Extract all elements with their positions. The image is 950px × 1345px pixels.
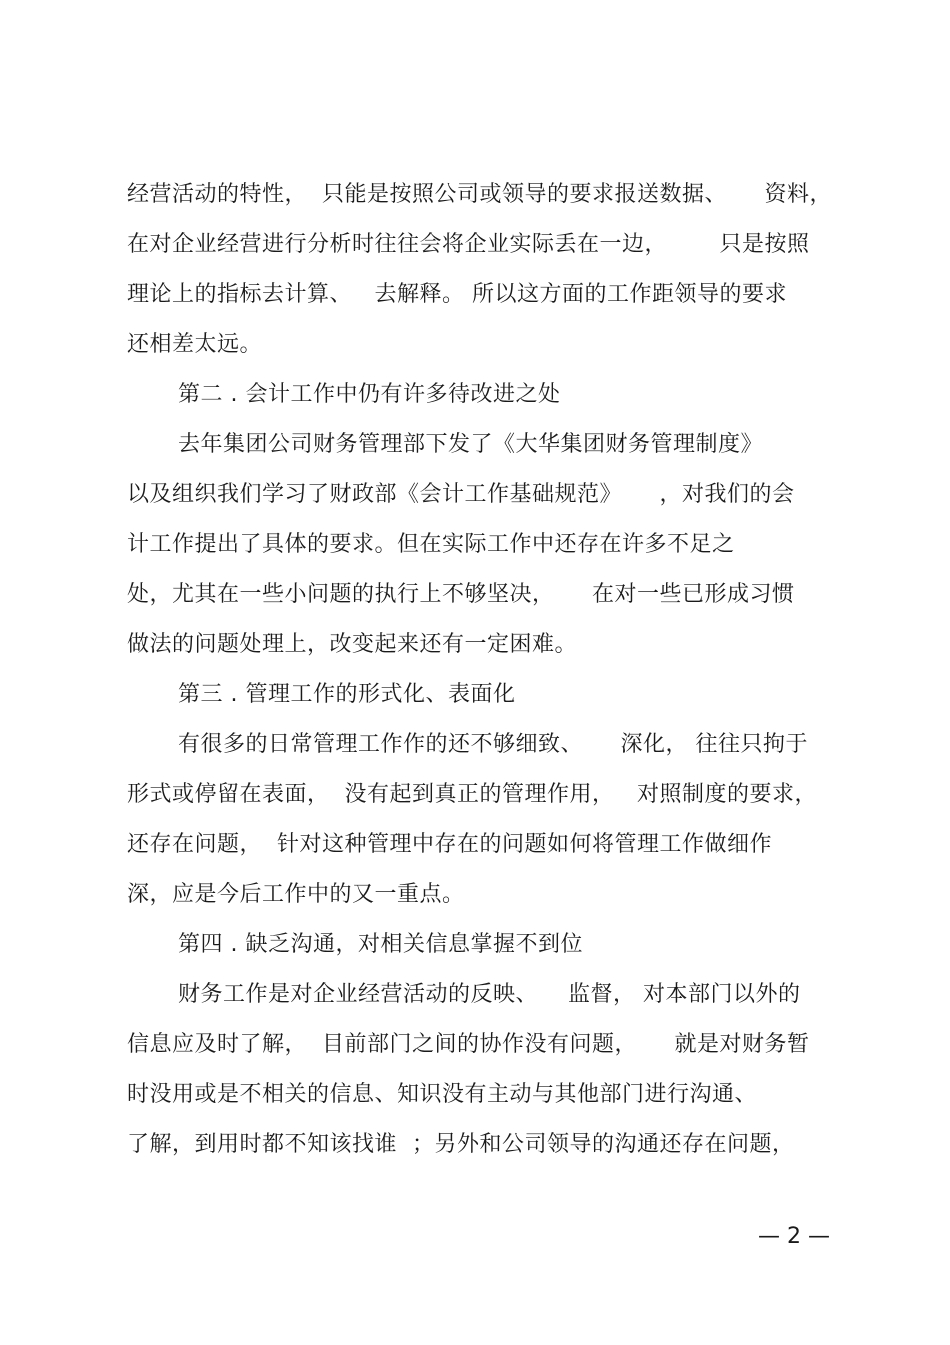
text-line-17: 财务工作是对企业经营活动的反映、 监督， 对本部门以外的 xyxy=(178,982,801,1007)
section-heading-4: 第四 . 缺乏沟通，对相关信息掌握不到位 xyxy=(178,932,583,957)
text-line-18: 信息应及时了解， 目前部门之间的协作没有问题， 就是对财务暂 xyxy=(127,1032,810,1057)
text-line-14: 还存在问题， 针对这种管理中存在的问题如何将管理工作做细作 xyxy=(127,832,772,857)
text-line-8: 计工作提出了具体的要求。但在实际工作中还存在许多不足之 xyxy=(127,532,735,557)
text-line-6: 去年集团公司财务管理部下发了《大华集团财务管理制度》 xyxy=(178,432,764,457)
text-line-19: 时没用或是不相关的信息、知识没有主动与其他部门进行沟通、 xyxy=(127,1082,758,1107)
text-line-7: 以及组织我们学习了财政部《会计工作基础规范》 ，对我们的会 xyxy=(127,482,795,507)
text-line-3: 理论上的指标去计算、 去解释。 所以这方面的工作距领导的要求 xyxy=(127,282,787,307)
text-line-20: 了解，到用时都不知该找谁 ；另外和公司领导的沟通还存在问题， xyxy=(127,1132,795,1157)
text-line-4: 还相差太远。 xyxy=(127,332,263,357)
page-number: — 2 — xyxy=(758,1224,830,1249)
text-line-15: 深，应是今后工作中的又一重点。 xyxy=(127,882,465,907)
text-line-10: 做法的问题处理上，改变起来还有一定困难。 xyxy=(127,632,578,657)
section-heading-2: 第二 . 会计工作中仍有许多待改进之处 xyxy=(178,382,561,407)
text-line-12: 有很多的日常管理工作作的还不够细致、 深化， 往往只拘于 xyxy=(178,732,808,757)
text-line-1: 经营活动的特性， 只能是按照公司或领导的要求报送数据、 资料， xyxy=(127,182,832,207)
text-line-13: 形式或停留在表面， 没有起到真正的管理作用， 对照制度的要求， xyxy=(127,782,817,807)
section-heading-3: 第三 . 管理工作的形式化、表面化 xyxy=(178,682,516,707)
text-line-2: 在对企业经营进行分析时往往会将企业实际丢在一边， 只是按照 xyxy=(127,232,810,257)
text-line-9: 处，尤其在一些小问题的执行上不够坚决， 在对一些已形成习惯 xyxy=(127,582,795,607)
